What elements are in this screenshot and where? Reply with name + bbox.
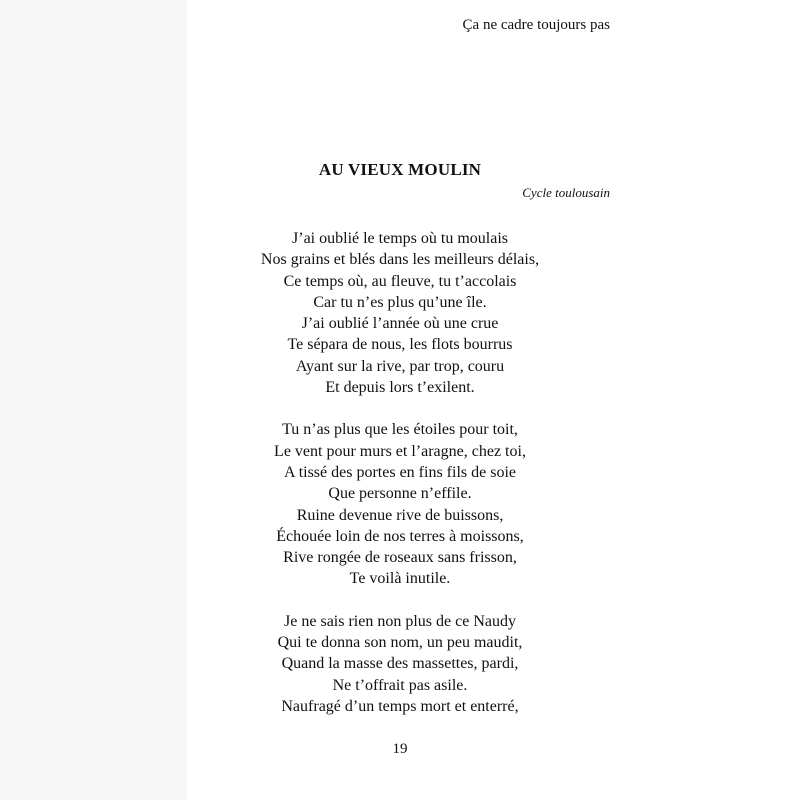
poem-line: Ne t’offrait pas asile. [332,676,468,694]
page-number: 19 [392,741,408,757]
poem-line: Tu n’as plus que les étoiles pour toit, [282,421,518,439]
stanza [0,611,800,717]
poem-line: Échouée loin de nos terres à moissons, [276,527,524,545]
poem-line: Rive rongée de roseaux sans frisson, [283,549,517,567]
poem-line: Te voilà inutile. [349,570,451,588]
poem-line: J’ai oublié le temps où tu moulais [292,230,508,247]
poem-line: Ayant sur la rive, par trop, couru [295,357,505,375]
poem-line: Te sépara de nous, les flots bourrus [287,336,513,354]
running-header: Ça ne cadre toujours pas [462,17,610,33]
poem-body [0,228,800,738]
poem-line: Le vent pour murs et l’aragne, chez toi, [274,442,526,460]
poem-line: Car tu n’es plus qu’une île. [313,293,487,311]
stanza [0,419,800,589]
poem-line: J’ai oublié l’année où une crue [301,315,499,333]
poem-line: Ruine devenue rive de buissons, [296,506,504,524]
poem-line: Je ne sais rien non plus de ce Naudy [284,612,516,630]
poem-line: A tissé des portes en fins fils de soie [284,463,516,481]
poem-line: Quand la masse des massettes, pardi, [281,655,519,673]
stanza [0,228,800,398]
poem-line: Ce temps où, au fleuve, tu t’accolais [283,272,517,290]
poem-subtitle: Cycle toulousain [522,185,610,200]
poem-line: Et depuis lors t’exilent. [325,379,475,397]
poem-line: Naufragé d’un temps mort et enterré, [281,697,519,715]
poem-line: Qui te donna son nom, un peu maudit, [277,634,523,652]
poem-title: AU VIEUX MOULIN [318,160,482,179]
poem-line: Que personne n’effile. [328,485,472,503]
poem-line: Nos grains et blés dans les meilleurs délais, [260,251,540,269]
